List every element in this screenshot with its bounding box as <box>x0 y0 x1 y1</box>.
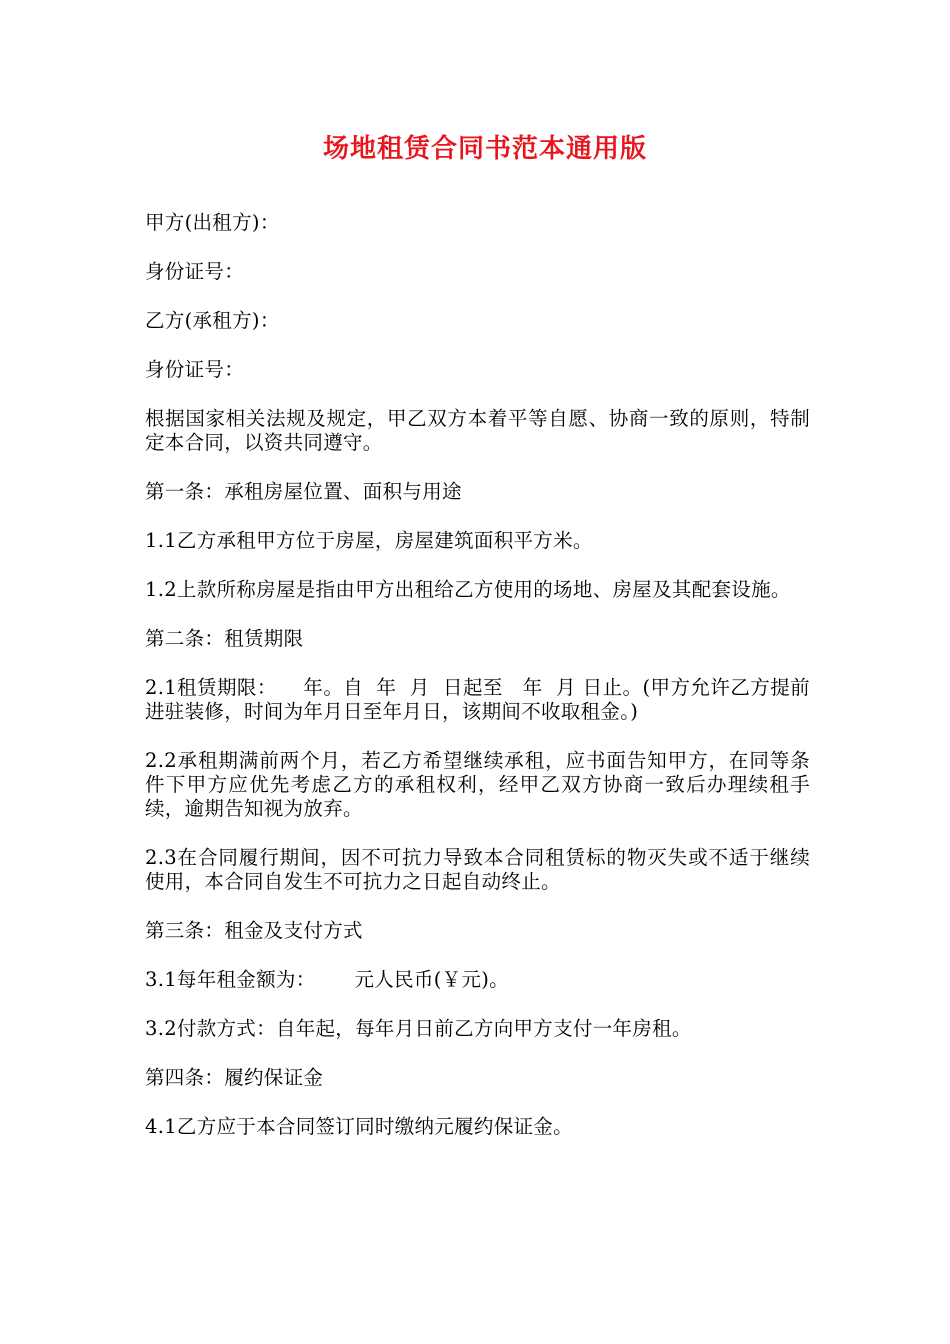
party-b-id-label: 身份证号： <box>145 358 245 381</box>
preamble-paragraph: 根据国家相关法规及规定，甲乙双方本着平等自愿、协商一致的原则，特制定本合同，以资共同遵守。 <box>145 407 810 454</box>
clause-1-1: 1.1乙方承租甲方位于房屋，房屋建筑面积平方米。 <box>145 529 593 552</box>
party-a-label: 甲方(出租方)： <box>145 211 280 234</box>
party-b-label: 乙方(承租方)： <box>145 309 280 332</box>
party-a-id-label: 身份证号： <box>145 260 245 283</box>
clause-2-3: 2.3在合同履行期间，因不可抗力导致本合同租赁标的物灭失或不适于继续使用，本合同自发生不可抗力之日起自动终止。 <box>145 846 810 893</box>
article-2-heading: 第二条：租赁期限 <box>145 627 304 650</box>
article-3-heading: 第三条：租金及支付方式 <box>145 919 363 942</box>
article-4-heading: 第四条：履约保证金 <box>145 1066 324 1089</box>
clause-1-2: 1.2上款所称房屋是指由甲方出租给乙方使用的场地、房屋及其配套设施。 <box>145 578 791 601</box>
clause-3-1: 3.1每年租金额为： 元人民币(￥元)。 <box>145 968 509 991</box>
clause-4-1: 4.1乙方应于本合同签订同时缴纳元履约保证金。 <box>145 1115 573 1138</box>
article-1-heading: 第一条：承租房屋位置、面积与用途 <box>145 480 462 503</box>
document-page <box>145 125 810 1164</box>
clause-2-1: 2.1租赁期限： 年。自 年 月 日起至 年 月 日止。(甲方允许乙方提前进驻装修，时间为年月日至年月日，该期间不收取租金。) <box>145 676 810 723</box>
clause-2-2: 2.2承租期满前两个月，若乙方希望继续承租，应书面告知甲方，在同等条件下甲方应优先考虑乙方的承租权利，经甲乙双方协商一致后办理续租手续，逾期告知视为放弃。 <box>145 749 810 820</box>
document-title: 场地租赁合同书范本通用版 <box>322 134 647 164</box>
clause-3-2: 3.2付款方式：自年起，每年月日前乙方向甲方支付一年房租。 <box>145 1017 692 1040</box>
